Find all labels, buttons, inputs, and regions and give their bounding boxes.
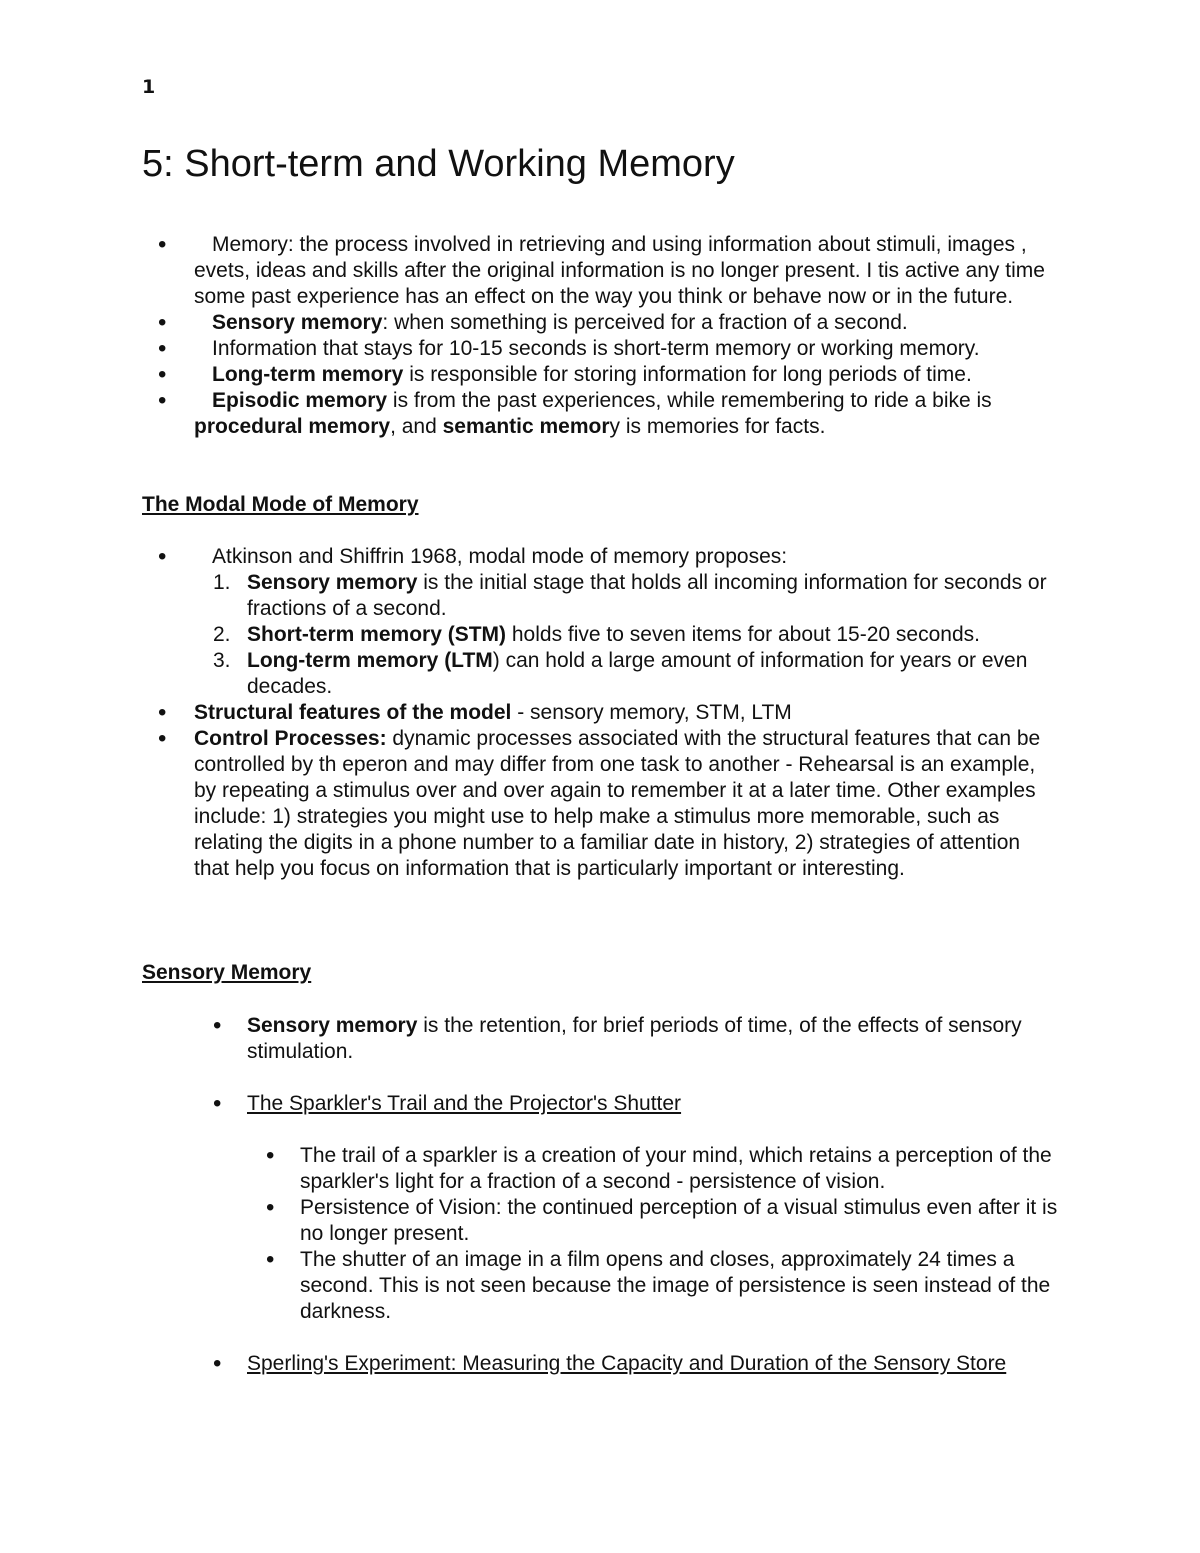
section-heading-modal: The Modal Mode of Memory <box>142 493 419 516</box>
list-item: • Information that stays for 10-15 seconds is short-term memory or working memory. <box>194 336 1060 362</box>
list-item: • Episodic memory is from the past experiences, while remembering to ride a bike is procedural memory, and semantic memory is memories for facts. <box>194 388 1060 440</box>
term: procedural memory <box>194 415 391 438</box>
sperling-list <box>0 1351 1200 1377</box>
list-item: • Control Processes: dynamic processes associated with the structural features that can be controlled by th eperon and may differ from one task to another - Rehearsal is an example, by repeating a stimulus over and over again to remember it at a later time. Other examples include: 1) strategies you might use to help make a stimulus more memorable, such as relating the digits in a phone number to a familiar date in history, 2) strategies of attention that help you focus on information that is particularly important or interesting. <box>194 726 1060 882</box>
term: Sensory memory <box>212 311 383 334</box>
list-item: • Sensory memory: when something is perceived for a fraction of a second. <box>194 310 1060 336</box>
sparkler-details <box>0 1143 1200 1325</box>
list-item: • Atkinson and Shiffrin 1968, modal mode of memory proposes: <box>194 544 1060 570</box>
section-heading-sensory: Sensory Memory <box>142 961 312 984</box>
term: Control Processes: <box>194 727 387 750</box>
list-item: 2. Short-term memory (STM) holds five to seven items for about 15-20 seconds. <box>213 623 980 646</box>
list-item: 1. Sensory memory is the initial stage that holds all incoming information for seconds or fractions of a second. <box>213 571 1047 620</box>
list-item: • Structural features of the model - sensory memory, STM, LTM <box>194 700 1060 726</box>
list-item: • Persistence of Vision: the continued perception of a visual stimulus even after it is no longer present. <box>300 1195 1060 1247</box>
list-item <box>247 1091 1060 1117</box>
list-item: 3. Long-term memory (LTM) can hold a large amount of information for years or even decades. <box>213 649 1028 698</box>
term: Structural features of the model <box>194 701 512 724</box>
term: Sensory memory <box>247 1014 418 1037</box>
list-item: • The trail of a sparkler is a creation of your mind, which retains a perception of the sparkler's light for a fraction of a second - persistence of vision. <box>300 1143 1060 1195</box>
sparkler-sub-list <box>0 1143 1200 1325</box>
sensory-section <box>0 1013 1200 1065</box>
term: Sensory memory <box>247 571 418 594</box>
term: semantic memor <box>442 415 610 438</box>
subheading-sperling: Sperling's Experiment: Measuring the Capacity and Duration of the Sensory Store <box>247 1352 1007 1375</box>
term: Episodic memory <box>212 389 388 412</box>
modal-list <box>0 544 1200 570</box>
page-number: 1 <box>142 76 156 98</box>
list-item: • Sensory memory is the retention, for brief periods of time, of the effects of sensory stimulation. <box>247 1013 1060 1065</box>
sparkler-list <box>0 1091 1200 1117</box>
term: Long-term memory (LTM <box>247 649 493 672</box>
sparkler-section <box>0 1091 1200 1117</box>
sensory-list <box>0 1013 1200 1065</box>
modal-section <box>0 544 1200 882</box>
term: Long-term memory <box>212 363 404 386</box>
list-item <box>247 1351 1060 1377</box>
intro-list <box>0 232 1200 440</box>
page-title: 5: Short-term and Working Memory <box>142 143 735 185</box>
list-item <box>194 232 1060 310</box>
memory-definition: Memory: the process involved in retrieving and using information about stimuli, images , evets, ideas and skills after the original information is no longer present. I tis active any time some past experience has an effect on the way you think or behave now or in the future. <box>194 233 1045 308</box>
sperling-section <box>0 1351 1200 1377</box>
list-item: • The shutter of an image in a film opens and closes, approximately 24 times a second. This is not seen because the image of persistence is seen instead of the darkness. <box>300 1247 1060 1325</box>
intro-section <box>0 232 1200 440</box>
list-item: • Long-term memory is responsible for storing information for long periods of time. <box>194 362 1060 388</box>
modal-stages-list <box>0 570 1200 700</box>
subheading-sparkler: The Sparkler's Trail and the Projector's Shutter <box>247 1092 682 1115</box>
modal-features-list <box>0 700 1200 882</box>
term: Short-term memory (STM) <box>247 623 507 646</box>
